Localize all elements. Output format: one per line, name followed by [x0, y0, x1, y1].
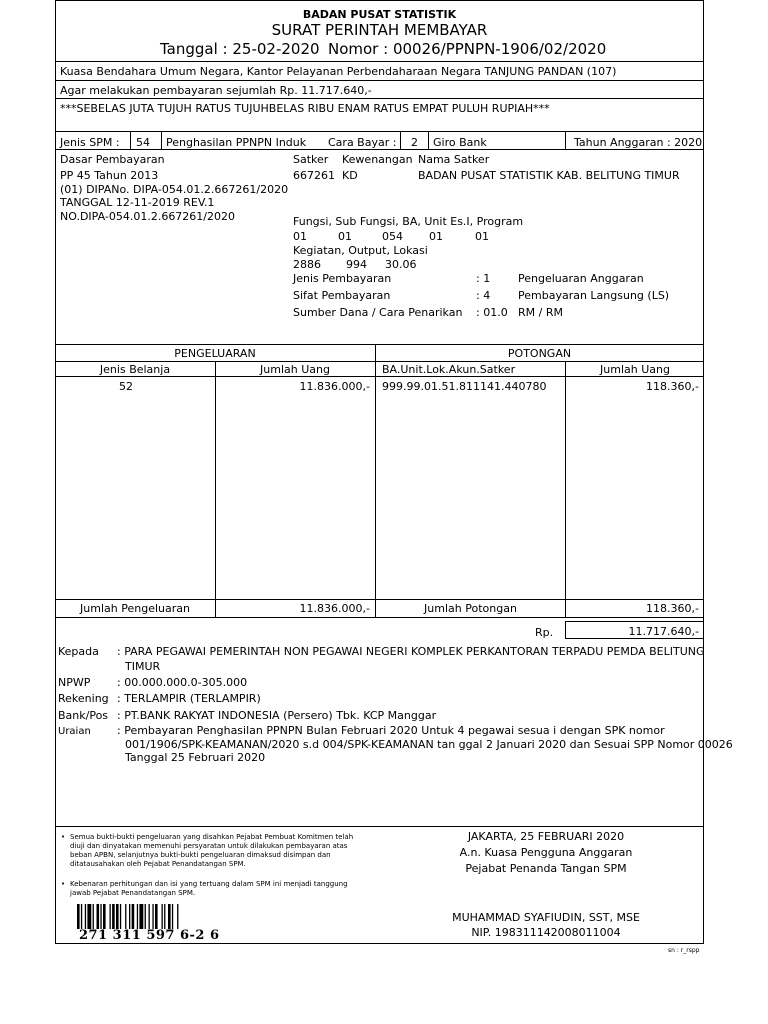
dasar-line: (01) DIPANo. DIPA-054.01.2.667261/2020	[60, 183, 289, 196]
rp-total-value: 11.717.640,-	[565, 621, 703, 639]
barcode-bar	[168, 904, 171, 929]
barcode-bar	[139, 904, 143, 929]
barcode-bar	[149, 904, 150, 929]
barcode-bar	[145, 904, 146, 929]
barcode-bar	[162, 904, 163, 929]
note-1: Semua bukti-bukti pengeluaran yang disahkan Pejabat Pembuat Komitmen telah diuji dan dinyatakan memenuhi persyaratan untuk dilakukan pembayaran atas beban APBN, selanjutnya bukti-bukti pengeluaran dimaksud disimpan dan ditatausahakan oleh Pejabat Penandatangan SPM.	[70, 833, 354, 868]
signer-name: MUHAMMAD SYAFIUDIN, SST, MSE	[452, 911, 640, 924]
agency-name: BADAN PUSAT STATISTIK	[302, 8, 457, 21]
terbilang-text: ***SEBELAS JUTA TUJUH RATUS TUJUHBELAS RIBU ENAM RATUS EMPAT PULUH RUPIAH***	[60, 102, 550, 115]
kegiatan-value: 2886	[293, 258, 321, 271]
barcode-bar	[120, 904, 121, 929]
satker-code: 667261	[293, 169, 335, 182]
fungsi-value: 054	[382, 230, 403, 243]
jenis-spm-label: Jenis SPM :	[60, 136, 120, 149]
dasar-line: NO.DIPA-054.01.2.667261/2020	[60, 210, 236, 223]
dasar-line: PP 45 Tahun 2013	[60, 169, 159, 182]
uraian-value: : Pembayaran Penghasilan PPNPN Bulan Februari 2020 Untuk 4 pegawai sesua i dengan SPK nomor	[117, 724, 665, 737]
barcode-bar	[152, 904, 153, 929]
kegiatan-label: Kegiatan, Output, Lokasi	[293, 244, 428, 257]
sumber-dana-code: : 01.0	[476, 306, 508, 319]
nama-satker-header: Nama Satker	[418, 153, 490, 166]
signer-nip: NIP. 198311142008011004	[471, 926, 621, 939]
barcode-bar	[87, 904, 91, 929]
spm-document	[55, 0, 733, 944]
total-potongan-label: Jumlah Potongan	[424, 602, 517, 615]
barcode-bar	[100, 904, 101, 929]
note-bullet: •	[61, 880, 66, 888]
barcode-bar	[132, 904, 135, 929]
row-akun: 999.99.01.51.811141.440780	[382, 380, 547, 393]
barcode-bar	[103, 904, 106, 929]
jenis-pembayaran-code: : 1	[476, 272, 491, 285]
jenis-spm-code: 54	[136, 136, 150, 149]
cara-bayar-name: Giro Bank	[433, 136, 487, 149]
jenis-spm-name: Penghasilan PPNPN Induk	[166, 136, 307, 149]
col-jumlah-uang: Jumlah Uang	[260, 363, 330, 376]
fungsi-value: 01	[429, 230, 443, 243]
potongan-header: POTONGAN	[507, 347, 572, 360]
kegiatan-value: 30.06	[385, 258, 417, 271]
fungsi-value: 01	[293, 230, 307, 243]
kepada-label: Kepada	[58, 645, 99, 658]
barcode-bar	[125, 904, 126, 929]
dasar-line: TANGGAL 12-11-2019 REV.1	[60, 196, 215, 209]
footer-code: sn : r_rspp	[668, 947, 700, 954]
note-bullet: •	[61, 833, 66, 841]
kuasa-text: Kuasa Bendahara Umum Negara, Kantor Pelayanan Perbendaharaan Negara TANJUNG PANDAN (107)	[60, 65, 617, 78]
npwp-label: NPWP	[58, 676, 91, 689]
sifat-pembayaran-value: Pembayaran Langsung (LS)	[518, 289, 670, 302]
row-potongan: 118.360,-	[646, 380, 699, 393]
pengeluaran-header: PENGELUARAN	[174, 347, 256, 360]
fungsi-value: 01	[475, 230, 489, 243]
jenis-pembayaran-label: Jenis Pembayaran	[293, 272, 392, 285]
jenis-pembayaran-value: Pengeluaran Anggaran	[518, 272, 644, 285]
tahun-anggaran: Tahun Anggaran : 2020	[574, 136, 703, 149]
sifat-pembayaran-code: : 4	[476, 289, 491, 302]
col-jenis-belanja: Jenis Belanja	[99, 363, 171, 376]
barcode-bar	[116, 904, 119, 929]
sumber-dana-label: Sumber Dana / Cara Penarikan	[293, 306, 463, 319]
npwp-value: : 00.000.000.0-305.000	[117, 676, 248, 689]
fungsi-value: 01	[338, 230, 352, 243]
total-pengeluaran-label: Jumlah Pengeluaran	[80, 602, 190, 615]
barcode-bar	[110, 904, 111, 929]
kepada-value-cont: TIMUR	[125, 660, 161, 673]
cara-bayar-label: Cara Bayar :	[328, 136, 397, 149]
row-jumlah-uang: 11.836.000,-	[299, 380, 370, 393]
col-akun: BA.Unit.Lok.Akun.Satker	[382, 363, 516, 376]
signature-place-date: JAKARTA, 25 FEBRUARI 2020	[467, 830, 625, 843]
nama-satker-value: BADAN PUSAT STATISTIK KAB. BELITUNG TIMUR	[418, 169, 680, 182]
signature-role: Pejabat Penanda Tangan SPM	[465, 862, 627, 875]
dasar-label: Dasar Pembayaran	[60, 153, 165, 166]
barcode-bar	[164, 904, 165, 929]
barcode-bar	[77, 904, 80, 929]
total-pengeluaran-value: 11.836.000,-	[299, 602, 370, 615]
sumber-dana-value: RM / RM	[518, 306, 563, 319]
document-title: SURAT PERINTAH MEMBAYAR	[271, 21, 488, 39]
uraian-label: Uraian	[58, 726, 91, 737]
cara-bayar-code: 2	[411, 136, 418, 149]
total-potongan-value: 118.360,-	[646, 602, 699, 615]
barcode-bar	[97, 904, 100, 929]
row-jenis-belanja: 52	[119, 380, 133, 393]
sifat-pembayaran-label: Sifat Pembayaran	[293, 289, 391, 302]
kepada-value: : PARA PEGAWAI PEMERINTAH NON PEGAWAI NEGERI KOMPLEK PERKANTORAN TERPADU PEMDA BELITUNG	[117, 645, 705, 658]
kegiatan-value: 994	[346, 258, 367, 271]
col-jumlah-uang-potongan: Jumlah Uang	[600, 363, 670, 376]
signature-on-behalf: A.n. Kuasa Pengguna Anggaran	[459, 846, 633, 859]
rekening-value: : TERLAMPIR (TERLAMPIR)	[117, 692, 261, 705]
barcode-image	[77, 904, 209, 929]
rp-label: Rp.	[535, 626, 554, 639]
barcode-number: 271 311 597 6-2 6	[79, 928, 220, 943]
barcode-bar	[137, 904, 138, 929]
barcode-bar	[81, 904, 82, 929]
barcode-bar	[85, 904, 86, 929]
kewenangan-value: KD	[342, 169, 358, 182]
fungsi-label: Fungsi, Sub Fungsi, BA, Unit Es.I, Program	[293, 215, 524, 228]
barcode-bar	[177, 904, 178, 929]
document-date: Tanggal : 25-02-2020	[160, 40, 320, 58]
rekening-label: Rekening	[58, 692, 109, 705]
kewenangan-header: Kewenangan	[342, 153, 413, 166]
bank-value: : PT.BANK RAKYAT INDONESIA (Persero) Tbk. KCP Manggar	[117, 709, 437, 722]
agar-text: Agar melakukan pembayaran sejumlah Rp. 11.717.640,-	[60, 84, 372, 97]
satker-header: Satker	[293, 153, 329, 166]
document-number: Nomor : 00026/PPNPN-1906/02/2020	[328, 40, 607, 58]
uraian-value-cont: Tanggal 25 Februari 2020	[125, 751, 266, 764]
bank-label: Bank/Pos	[58, 709, 109, 722]
barcode-bar	[112, 904, 115, 929]
barcode-bar	[129, 904, 130, 929]
barcode-bar	[172, 904, 173, 929]
note-2: Kebenaran perhitungan dan isi yang tertuang dalam SPM ini menjadi tanggung jawab Pejabat Penandatangan SPM.	[70, 880, 348, 897]
barcode-bar	[93, 904, 94, 929]
barcode-bar	[155, 904, 158, 929]
uraian-value-cont: 001/1906/SPK-KEAMANAN/2020 s.d 004/SPK-KEAMANAN tan ggal 2 Januari 2020 dan Sesuai SPP Nomor 00026	[125, 738, 733, 751]
